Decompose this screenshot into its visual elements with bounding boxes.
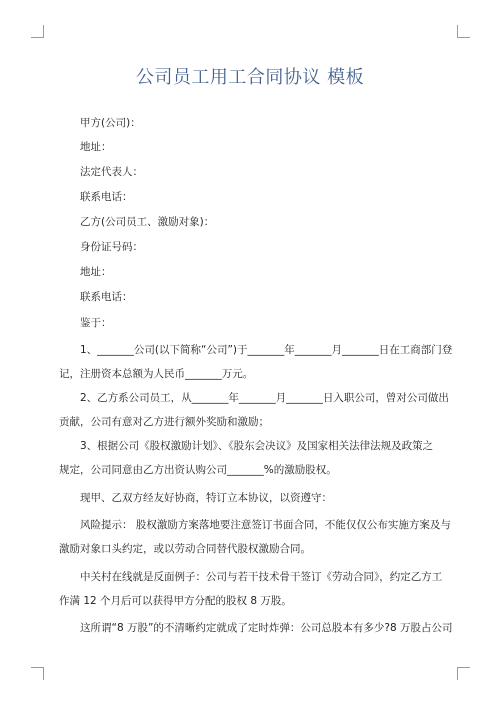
field-address: 地址： <box>80 141 112 153</box>
paragraph-line: 这所谓“8 万股”的不清晰约定就成了定时炸弹：公司总股本有多少?8 万股占公司 <box>80 622 453 634</box>
crop-mark-top-right <box>457 25 470 38</box>
paragraph-line: 激励对象口头约定，或以劳动合同替代股权激励合同。 <box>59 543 311 555</box>
document-title: 公司员工用工合同协议 模板 <box>135 67 365 88</box>
field-party-a: 甲方(公司)： <box>80 117 141 129</box>
paragraph-line: 规定，公司同意由乙方出资认购公司_______%的激励股权。 <box>59 464 337 476</box>
paragraph-line: 记，注册资本总额为人民币_______万元。 <box>59 368 254 380</box>
paragraph-line: 1、_______公司(以下简称“公司”)于_______年_______月_______日在工商部门登 <box>80 344 453 356</box>
paragraph-line: 贡献，公司有意对乙方进行额外奖励和激励； <box>59 416 269 428</box>
crop-mark-top-left <box>31 25 44 38</box>
paragraph-line: 风险提示： 股权激励方案落地要注意签订书面合同，不能仅仅公布实施方案及与 <box>80 519 451 531</box>
paragraph-line: 中关村在线就是反面例子：公司与若干技术骨干签订《劳动合同》，约定乙方工 <box>80 571 443 583</box>
field-address-b: 地址： <box>80 266 112 278</box>
crop-mark-bottom-left <box>31 667 44 680</box>
field-phone: 联系电话： <box>80 191 133 203</box>
paragraph-line: 2、乙方系公司员工，从_______年_______月_______日入职公司，曾对公司做出 <box>80 392 449 404</box>
field-whereas: 鉴于： <box>80 317 112 329</box>
paragraph-line: 作满 12 个月后可以获得甲方分配的股权 8 万股。 <box>59 595 292 607</box>
crop-mark-bottom-right <box>457 667 470 680</box>
paragraph-line: 现甲、乙双方经友好协商，特订立本协议，以资遵守： <box>80 492 332 504</box>
field-phone-b: 联系电话： <box>80 291 133 303</box>
paragraph-line: 3、根据公司《股权激励计划》、《股东会决议》及国家相关法律法规及政策之 <box>80 440 434 452</box>
field-id-number: 身份证号码： <box>80 241 143 253</box>
field-legal-representative: 法定代表人： <box>80 166 143 178</box>
field-party-b: 乙方(公司员工、激励对象)： <box>80 216 215 228</box>
